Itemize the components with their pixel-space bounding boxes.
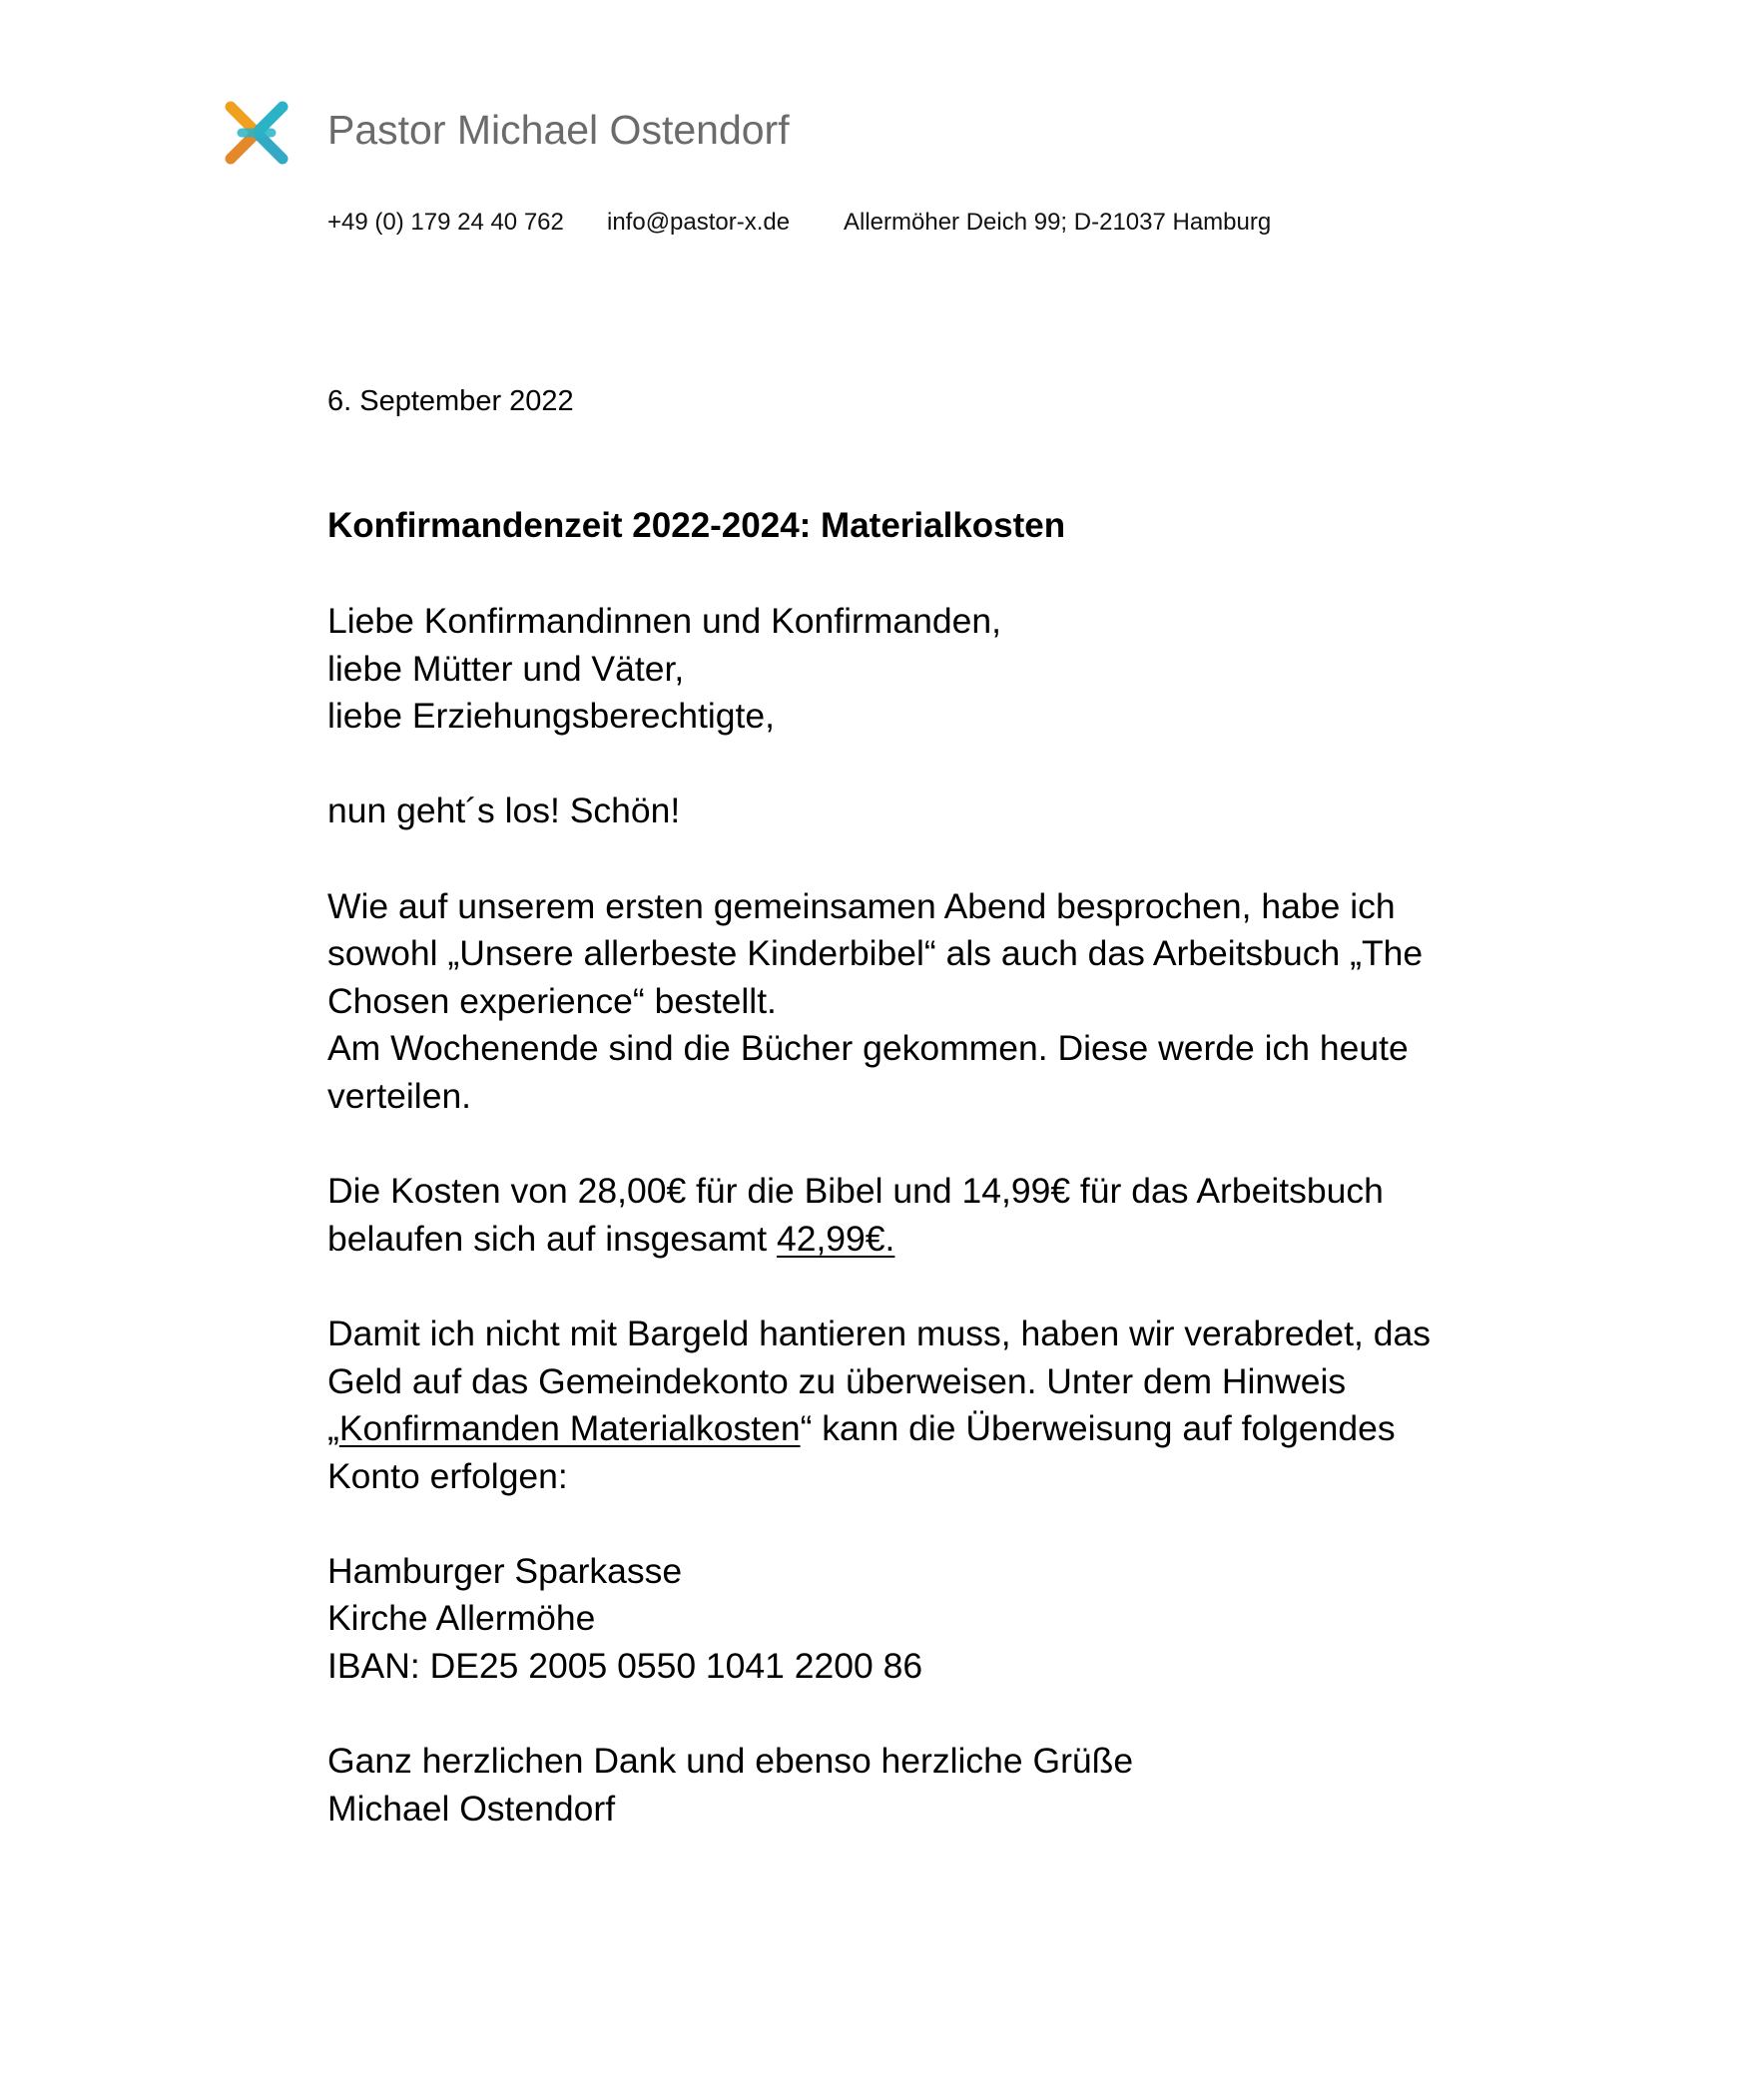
closing <box>327 1738 1515 1833</box>
iban: IBAN: DE25 2005 0550 1041 2200 86 <box>327 1646 923 1687</box>
cross-logo-icon <box>222 98 292 168</box>
account-holder: Kirche Allermöhe <box>327 1598 596 1639</box>
intro-line: nun geht´s los! Schön! <box>327 790 681 831</box>
transfer-reference: Konfirmanden Materialkosten <box>338 1408 801 1449</box>
intro-paragraph <box>327 788 1515 835</box>
transfer-line: Konto erfolgen: <box>327 1455 568 1496</box>
books-line: verteilen. <box>327 1075 472 1116</box>
books-line: Am Wochenende sind die Bücher gekommen. Diese werde ich heute <box>327 1028 1409 1069</box>
books-line: sowohl „Unsere allerbeste Kinderbibel“ als auch das Arbeitsbuch „The <box>327 933 1424 974</box>
costs-paragraph <box>327 1168 1515 1263</box>
books-paragraph <box>327 883 1515 1121</box>
sender-name: Pastor Michael Ostendorf <box>327 107 790 153</box>
total-amount: 42,99€. <box>776 1218 895 1259</box>
salutation-line: Liebe Konfirmandinnen und Konfirmanden, <box>327 601 1001 641</box>
letter-date: 6. September 2022 <box>327 385 574 417</box>
contact-email: info@pastor-x.de <box>607 209 791 236</box>
transfer-line <box>327 1405 1515 1453</box>
bank-name: Hamburger Sparkasse <box>327 1550 683 1591</box>
contact-phone: +49 (0) 179 24 40 762 <box>327 209 564 236</box>
books-line: Wie auf unserem ersten gemeinsamen Abend besprochen, habe ich <box>327 885 1396 926</box>
signature: Michael Ostendorf <box>327 1788 616 1829</box>
books-line: Chosen experience“ bestellt. <box>327 980 777 1021</box>
salutation-line: liebe Mütter und Väter, <box>327 648 685 689</box>
transfer-line: Damit ich nicht mit Bargeld hantieren muss, haben wir verabredet, das <box>327 1312 1431 1353</box>
transfer-line: Geld auf das Gemeindekonto zu überweisen. Unter dem Hinweis <box>327 1360 1347 1401</box>
contact-address: Allermöher Deich 99; D-21037 Hamburg <box>844 209 1272 236</box>
bank-details <box>327 1548 1515 1691</box>
costs-line <box>327 1216 1515 1264</box>
reference-open-quote: „ <box>327 1408 339 1449</box>
transfer-paragraph <box>327 1311 1515 1500</box>
costs-line-prefix: belaufen sich auf insgesamt <box>327 1218 777 1259</box>
transfer-line-suffix: “ kann die Überweisung auf folgendes <box>800 1408 1396 1449</box>
salutation-line: liebe Erziehungsberechtigte, <box>327 696 775 737</box>
letter-subject: Konfirmandenzeit 2022-2024: Materialkosten <box>327 506 1066 545</box>
letter-body <box>327 598 1515 1833</box>
costs-line: Die Kosten von 28,00€ für die Bibel und 14,99€ für das Arbeitsbuch <box>327 1171 1384 1212</box>
closing-greeting: Ganz herzlichen Dank und ebenso herzliche Grüße <box>327 1741 1134 1782</box>
salutation <box>327 598 1515 741</box>
